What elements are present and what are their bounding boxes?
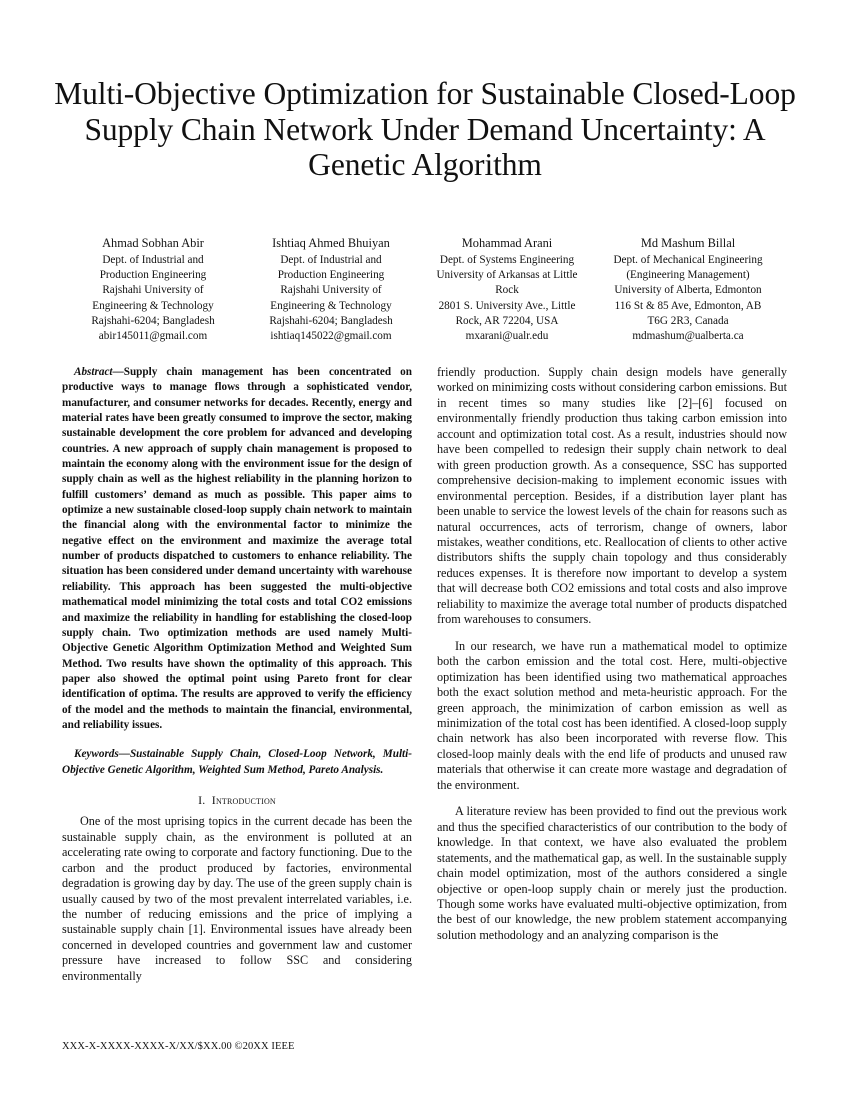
abstract-text: —Supply chain management has been concentrated on productive ways to manage flows through a sophisticated vendor, manufacturer, and consumer networks for decades. Recently, energy and material rates have been greatly consumed to improve the sector, making sustainable development the core problem for advanced and developing countries. A new approach of supply chain management is proposed to maintain the economy along with the environment issue for the design of supply chain as well as the highest reliability in the planning horizon to fulfill customers’ demand as much as possible. This paper aims to optimize a new sustainable closed-loop supply chain network to maintain the financial along with the environmental factor to minimize the negative effect on the environment and maximize the average total number of products dispatched to customers to enhance reliability. The situation has been considered under demand uncertainty with warehouse reliability. This approach has been suggested the multi-objective mathematical model minimizing the total costs and total CO2 emissions and maximize the reliability in handling for establishing the closed-loop supply chain. Two optimization methods are used namely Multi-Objective Genetic Algorithm Optimization Method and Weighted Sum Method. Two results have shown the optimality of this approach. This paper also showed the optimal point using Pareto front for clear identification of optima. The results are approved to verify the efficiency of the model and the methods to maintain the financial, environmental, and reliability issues.: [62, 366, 412, 731]
section-number: I.: [198, 792, 206, 807]
author-block: [60, 235, 800, 345]
section-heading-introduction: [62, 793, 412, 808]
body-paragraph-continued: friendly production. Supply chain design models have generally worked on minimizing costs without considering carbon emissions. But in recent times so many studies like [2]–[6] focused on environmentally friendly production thus taking carbon emission into account and optimization total cost. As a result, industries should now have been compelled to redesign their supply chain network to deal with green production growth. As a consequence, SSC has supported comprehensive decision-making to implement economic issues with environmental perception. Besides, if a distribution layer plant has been unable to service the lowest levels of the chain for reasons such as natural occurrences, acts of terrorism, change of owners, labor mistakes, weather conditions, etc. Reallocation of clients to other active distributors shifts the supply chain topology and thus considerably reduces expenses. It is therefore now important to develop a system that will decrease both CO2 emissions and total costs and also improve reliability to maximize the average total number of products dispatched from warehouses to consumers.: [437, 365, 787, 627]
author-affiliation-line: 2801 S. University Ave., Little: [438, 299, 576, 312]
author-affiliation-line: Dept. of Industrial and: [280, 254, 382, 266]
author-affiliation-line: Production Engineering: [277, 269, 385, 282]
author-affiliation-line: Dept. of Industrial and: [102, 254, 204, 266]
left-column: [62, 365, 412, 984]
author-affiliation-line: Engineering & Technology: [92, 299, 214, 312]
right-column: [437, 365, 787, 943]
author-affiliation-line: Production Engineering: [99, 269, 207, 282]
paper-title: Multi-Objective Optimization for Sustainable Closed-Loop Supply Chain Network Under Demand Uncertainty: A Genetic Algorithm: [54, 76, 796, 182]
author-email: mdmashum@ualberta.ca: [632, 330, 744, 343]
author-affiliation-line: Rajshahi-6204; Bangladesh: [91, 314, 215, 327]
body-paragraph-3: A literature review has been provided to find out the previous work and thus the specified characteristics of our contribution to the body of knowledge. In that context, we have also evaluated the problem statements, and the mathematical gap, as well. In the sustainable supply chain model optimization, most of the authors considered a single objective or open-loop supply chain or merely just the production. Though some works have evaluated multi-objective optimization, from the best of our knowledge, the new problem statement accompanying solution methodology and an analyzing comparison is the: [437, 804, 787, 942]
author-affiliation-line: (Engineering Management): [626, 269, 750, 282]
author-affiliation-line: Rajshahi University of: [102, 284, 204, 297]
author-affiliation-line: Rock, AR 72204, USA: [455, 314, 559, 327]
copyright-footer: XXX-X-XXXX-XXXX-X/XX/$XX.00 ©20XX IEEE: [62, 1041, 295, 1052]
author-name: Ishtiaq Ahmed Bhuiyan: [272, 236, 390, 250]
author-email: ishtiaq145022@gmail.com: [270, 330, 392, 343]
author-email: mxarani@ualr.edu: [465, 330, 549, 343]
abstract: [62, 365, 412, 733]
author-3: [414, 235, 600, 344]
author-4: [595, 235, 781, 344]
body-paragraph-2: In our research, we have run a mathematical model to optimize both the carbon emission and the total cost. Here, multi-objective optimization has been identified using two mathematical approaches both the exact solution method and meta-heuristic approach. For the green approach, the minimization of carbon emission as well as minimization of the total cost has been identified. A closed-loop supply chain network has also been incorporated with reverse flow. This closed-loop mainly deals with the end life of products and unused raw materials that otherwise it can create more wastage and degradation of the environment.: [437, 638, 787, 792]
author-name: Md Mashum Billal: [640, 236, 736, 250]
intro-paragraph-1: One of the most uprising topics in the current decade has been the sustainable supply chain, as the environment is polluted at an accelerating rate owing to corporate and factory functioning. Due to the carbon and the product produced by factories, environmental degradation is growing day by day. The use of the green supply chain is usually caused by two of the most prevalent interrelated variables, i.e. the number of reducing emissions and the price of implying a sustainable supply chain [1]. Environmental issues have already been concerned in developed countries and government law and customer pressure have increased to follow SSC and considering environmentally: [62, 814, 412, 983]
author-name: Ahmad Sobhan Abir: [102, 236, 204, 250]
author-affiliation-line: Dept. of Mechanical Engineering: [613, 254, 763, 266]
author-affiliation-line: Rajshahi University of: [280, 284, 382, 297]
author-affiliation-line: University of Arkansas at Little: [436, 269, 578, 282]
author-affiliation-line: Engineering & Technology: [270, 299, 392, 312]
abstract-label: Abstract: [74, 366, 113, 378]
author-name: Mohammad Arani: [461, 236, 553, 250]
author-affiliation-line: 116 St & 85 Ave, Edmonton, AB: [614, 299, 762, 312]
author-affiliation-line: T6G 2R3, Canada: [647, 314, 729, 327]
keywords: Keywords—Sustainable Supply Chain, Closed-Loop Network, Multi-Objective Genetic Algorithm, Weighted Sum Method, Pareto Analysis.: [62, 748, 412, 776]
author-email: abir145011@gmail.com: [98, 330, 208, 343]
author-affiliation-line: University of Alberta, Edmonton: [614, 284, 762, 297]
section-title: Introduction: [211, 792, 276, 807]
author-affiliation-line: Rock: [495, 284, 519, 297]
author-affiliation-line: Rajshahi-6204; Bangladesh: [269, 314, 393, 327]
author-2: [238, 235, 424, 344]
author-affiliation-line: Dept. of Systems Engineering: [439, 254, 575, 266]
author-1: [60, 235, 246, 344]
